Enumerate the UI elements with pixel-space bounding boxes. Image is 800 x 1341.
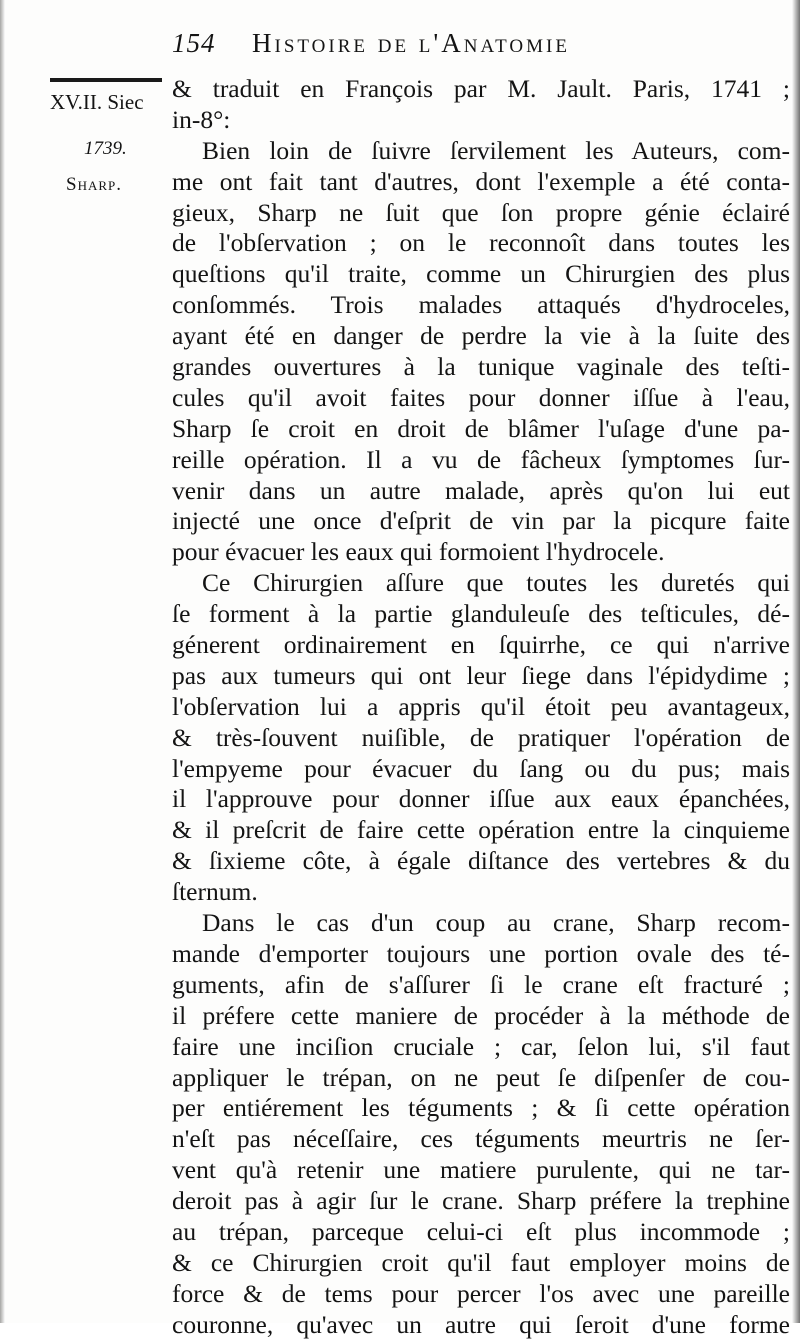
text-line: deroit pas à agir ſur le crane. Sharp préfere la trephine — [172, 1186, 790, 1216]
text-line: queſtions qu'il traite, comme un Chirurgien des plus — [172, 259, 790, 289]
text-line: pas aux tumeurs qui ont leur ſiege dans l'épidydime ; — [172, 660, 790, 690]
text-line: conſommés. Trois malades attaqués d'hydroceles, — [172, 290, 790, 320]
text-line: n'eſt pas néceſſaire, ces téguments meurtris ne ſer- — [172, 1124, 790, 1154]
text-line: l'obſervation lui a appris qu'il étoit peu avantageux, — [172, 691, 790, 721]
text-line: génerent ordinairement en ſquirrhe, ce qui n'arrive — [172, 630, 790, 660]
text-line: l'empyeme pour évacuer du ſang ou du pus; mais — [172, 753, 790, 783]
margin-rule — [50, 78, 162, 82]
text-line: Sharp ſe croit en droit de blâmer l'uſage d'une pa- — [172, 413, 790, 443]
text-line: & ſixieme côte, à égale diſtance des vertebres & du — [172, 846, 790, 876]
text-line: au trépan, parceque celui-ci eſt plus incommode ; — [172, 1216, 790, 1246]
right-page-edge — [792, 0, 800, 1323]
text-line: Dans le cas d'un coup au crane, Sharp recom- — [202, 908, 790, 938]
margin-note-author: Sharp. — [66, 174, 122, 195]
text-line: & très-ſouvent nuiſible, de pratiquer l'opération de — [172, 722, 790, 752]
text-line: & il preſcrit de faire cette opération entre la cinquieme — [172, 815, 790, 845]
text-line: guments, afin de s'aſſurer ſi le crane eſt fracturé ; — [172, 969, 790, 999]
margin-note-century: XV.II. Siec — [50, 90, 144, 114]
text-line: il l'approuve pour donner iſſue aux eaux épanchées, — [172, 784, 790, 814]
text-line: il préfere cette maniere de procéder à la méthode de — [172, 1000, 790, 1030]
text-line: per entiérement les téguments ; & ſi cette opération — [172, 1093, 790, 1123]
text-line: venir dans un autre malade, après qu'on lui eut — [172, 475, 790, 505]
text-line: injecté une once d'eſprit de vin par la picqure faite — [172, 506, 790, 536]
text-line: gieux, Sharp ne ſuit que ſon propre génie éclairé — [172, 197, 790, 227]
text-line: ſternum. — [172, 877, 258, 907]
text-line: in-8°: — [172, 104, 231, 134]
text-line: de l'obſervation ; on le reconnoît dans toutes les — [172, 228, 790, 258]
text-line: Bien loin de ſuivre ſervilement les Auteurs, com- — [202, 135, 790, 165]
page-header — [172, 28, 790, 68]
text-line: & ce Chirurgien croit qu'il faut employer moins de — [172, 1247, 790, 1277]
left-page-edge — [0, 0, 5, 1323]
text-line: cules qu'il avoit faites pour donner iſſue à l'eau, — [172, 382, 790, 412]
text-line: force & de tems pour percer l'os avec une pareille — [172, 1278, 790, 1308]
text-line: & traduit en François par M. Jault. Paris, 1741 ; — [172, 74, 790, 103]
text-line: couronne, qu'avec un autre qui ſeroit d'une forme — [172, 1309, 790, 1339]
margin-note-year: 1739. — [84, 138, 127, 159]
page-number: 154 — [172, 28, 216, 58]
text-line: mande d'emporter toujours une portion ovale des té- — [172, 938, 790, 968]
text-line: ſe forment à la partie glanduleuſe des teſticules, dé- — [172, 599, 790, 629]
body-text — [172, 74, 790, 1341]
text-line: ayant été en danger de perdre la vie à la ſuite des — [172, 321, 790, 351]
text-line: faire une inciſion cruciale ; car, ſelon lui, s'il faut — [172, 1031, 790, 1061]
text-line: vent qu'à retenir une matiere purulente, qui ne tar- — [172, 1155, 790, 1185]
text-line: appliquer le trépan, on ne peut ſe diſpenſer de cou- — [172, 1062, 790, 1092]
text-line: Ce Chirurgien aſſure que toutes les duretés qui — [202, 568, 790, 598]
text-line: pour évacuer les eaux qui formoient l'hydrocele. — [172, 537, 665, 567]
text-line: reille opération. Il a vu de fâcheux ſymptomes ſur- — [172, 444, 790, 474]
running-title: Histoire de l'Anatomie — [252, 28, 570, 58]
text-line: me ont fait tant d'autres, dont l'exemple a été conta- — [172, 166, 790, 196]
text-line: grandes ouvertures à la tunique vaginale des teſti- — [172, 352, 790, 382]
